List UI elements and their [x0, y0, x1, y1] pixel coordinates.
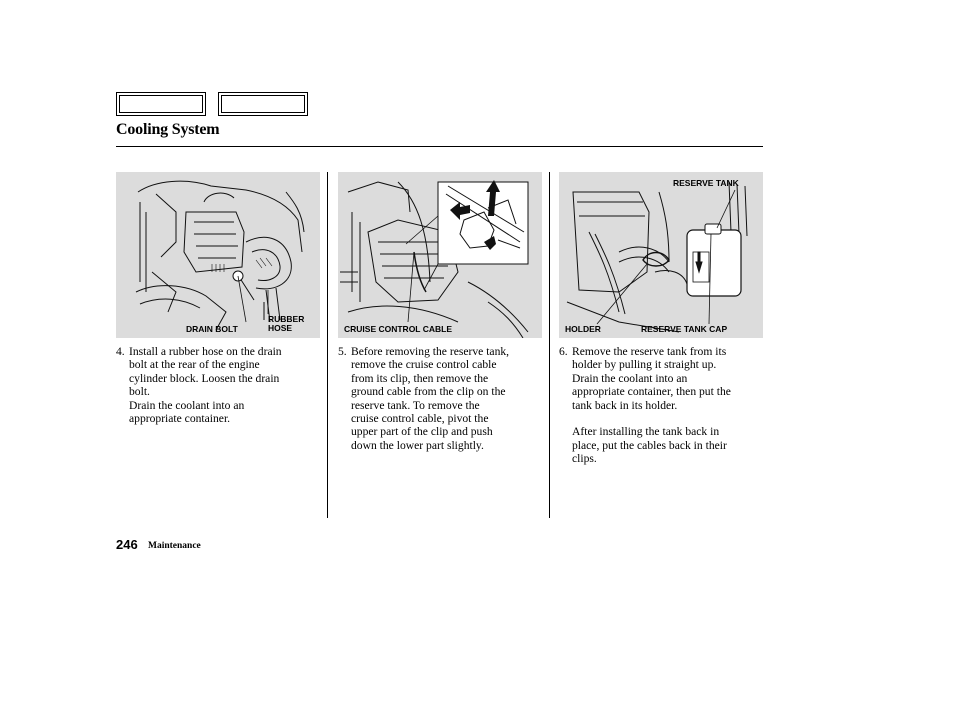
figure-drain-bolt — [116, 172, 320, 338]
step-line: down the lower part slightly. — [351, 438, 484, 452]
page-title: Cooling System — [116, 121, 220, 138]
step-line: clips. — [572, 452, 597, 466]
step-line: After installing the tank back in — [572, 425, 720, 439]
step-line: Drain the coolant into an — [572, 371, 688, 385]
step-number: 4. — [116, 345, 125, 358]
step-number: 6. — [559, 345, 568, 358]
blank-tab-2 — [218, 92, 308, 116]
step-line: cylinder block. Loosen the drain — [129, 371, 280, 385]
step-line: ground cable from the clip on the — [351, 385, 506, 399]
step-line: Drain the coolant into an — [129, 398, 245, 412]
step-line: appropriate container. — [129, 412, 231, 426]
step-line: bolt. — [129, 385, 150, 399]
figure-reserve-tank — [559, 172, 763, 338]
label-cruise-control-cable: CRUISE CONTROL CABLE — [344, 324, 452, 334]
step-line: tank back in its holder. — [572, 398, 678, 412]
label-hose: HOSE — [268, 323, 293, 333]
step-line: place, put the cables back in their — [572, 438, 727, 452]
step-line: holder by pulling it straight up. — [572, 358, 717, 372]
step-5 — [338, 345, 546, 452]
column-divider-1 — [327, 172, 328, 518]
step-6 — [559, 345, 769, 466]
step-line: Install a rubber hose on the drain — [129, 345, 282, 358]
label-holder: HOLDER — [565, 324, 601, 334]
cruise-cable-illustration — [338, 172, 542, 338]
step-number: 5. — [338, 345, 347, 358]
title-rule — [116, 146, 763, 147]
step-line: appropriate container, then put the — [572, 385, 731, 399]
step-line: bolt at the rear of the engine — [129, 358, 260, 372]
blank-tab-1 — [116, 92, 206, 116]
reserve-tank-illustration — [559, 172, 763, 338]
step-line: from its clip, then remove the — [351, 371, 489, 385]
label-reserve-tank: RESERVE TANK — [673, 178, 739, 188]
page-number: 246 — [116, 537, 138, 552]
step-line: reserve tank. To remove the — [351, 398, 480, 412]
step-line: Before removing the reserve tank, — [351, 345, 510, 358]
section-name: Maintenance — [148, 541, 201, 551]
figure-cruise-cable — [338, 172, 542, 338]
label-rubber: RUBBER — [268, 314, 305, 324]
step-line: remove the cruise control cable — [351, 358, 497, 372]
label-drain-bolt: DRAIN BOLT — [186, 324, 238, 334]
column-divider-2 — [549, 172, 550, 518]
step-4 — [116, 345, 321, 425]
step-line: Remove the reserve tank from its — [572, 345, 727, 358]
step-line: cruise control cable, pivot the — [351, 412, 489, 426]
step-line: upper part of the clip and push — [351, 425, 493, 439]
label-reserve-tank-cap: RESERVE TANK CAP — [641, 324, 728, 334]
